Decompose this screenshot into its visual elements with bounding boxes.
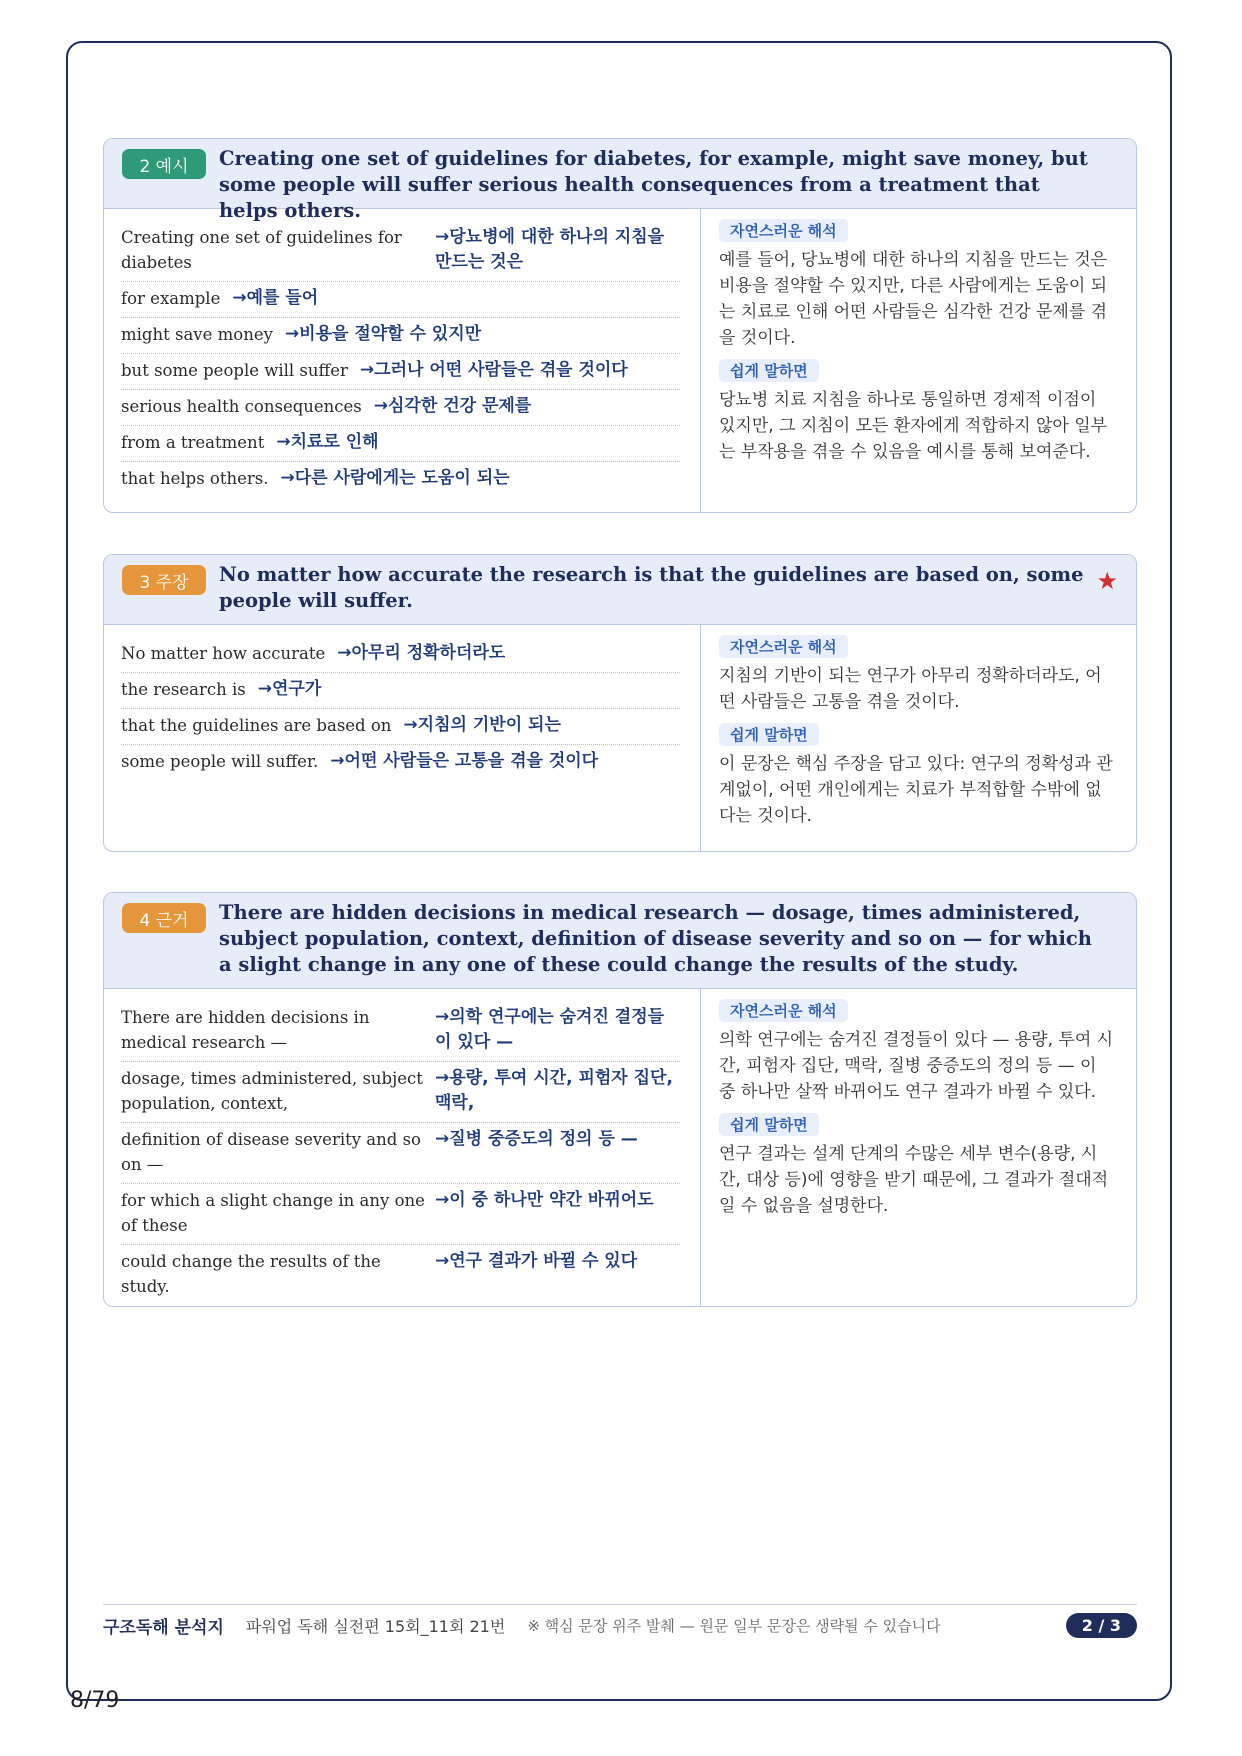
chunk-korean: →심각한 건강 문제를: [373, 396, 532, 416]
chunk-korean: →다른 사람에게는 도움이 되는: [280, 468, 510, 488]
chunk-row: [121, 709, 680, 745]
translation-panel: [701, 625, 1136, 851]
footer-source: 파워업 독해 실전편 15회_11회 21번: [245, 1616, 506, 1636]
badge-claim: 3 주장: [122, 565, 206, 595]
chunk-korean: →치료로 인해: [276, 432, 379, 452]
star-icon: ★: [1096, 567, 1118, 595]
chunk-row: [121, 1245, 680, 1305]
chunk-english: that helps others.: [121, 469, 269, 488]
badge-evidence: 4 근거: [122, 903, 206, 933]
natural-translation-label: 자연스러운 해석: [719, 999, 848, 1022]
sentence-card-4: [103, 892, 1137, 1307]
document-page-counter: 8/79: [70, 1688, 120, 1713]
chunk-english: could change the results of the study.: [121, 1252, 381, 1296]
chunk-english: but some people will suffer: [121, 361, 348, 380]
chunk-korean: →예를 들어: [232, 288, 319, 308]
sentence-card-2: [103, 138, 1137, 513]
translation-panel: [701, 989, 1136, 1306]
chunk-row: [121, 426, 680, 462]
chunk-korean: →어떤 사람들은 고통을 겪을 것이다: [330, 751, 599, 771]
simple-explanation: 당뇨병 치료 지침을 하나로 통일하면 경제적 이점이 있지만, 그 지침이 모든 환자에게 적합하지 않아 일부는 부작용을 겪을 수 있음을 예시를 통해 보여준다.: [719, 390, 1108, 462]
chunk-row: [121, 318, 680, 354]
sentence-heading: There are hidden decisions in medical research — dosage, times administered, subject population, context, definition of disease severity and so on — for which a slight change in any one of these could change the results of the study.: [219, 901, 1092, 976]
chunk-row: [121, 1184, 680, 1245]
chunk-korean: →지침의 기반이 되는: [403, 715, 561, 735]
chunk-korean: →아무리 정확하더라도: [337, 643, 506, 663]
chunk-row: [121, 745, 680, 780]
chunk-row: [121, 673, 680, 709]
simple-explanation: 이 문장은 핵심 주장을 담고 있다: 연구의 정확성과 관계없이, 어떤 개인에게는 치료가 부적합할 수밖에 없다는 것이다.: [719, 754, 1113, 826]
chunk-english: some people will suffer.: [121, 752, 319, 771]
simple-explanation-label: 쉽게 말하면: [719, 359, 819, 382]
chunk-korean: →연구 결과가 바뀔 수 있다: [435, 1251, 638, 1271]
natural-translation: 예를 들어, 당뇨병에 대한 하나의 지침을 만드는 것은 비용을 절약할 수 있지만, 다른 사람에게는 도움이 되는 치료로 인해 어떤 사람들은 심각한 건강 문제를 겪을 것이다.: [719, 250, 1108, 348]
chunk-row: [121, 354, 680, 390]
chunk-korean: →의학 연구에는 숨겨진 결정들이 있다 —: [435, 1007, 665, 1052]
chunk-english: dosage, times administered, subject population, context,: [121, 1069, 423, 1113]
chunk-row: [121, 1123, 680, 1184]
natural-translation-label: 자연스러운 해석: [719, 635, 848, 658]
chunk-english: that the guidelines are based on: [121, 716, 392, 735]
badge-example: 2 예시: [122, 149, 206, 179]
chunk-english: No matter how accurate: [121, 644, 326, 663]
chunk-english: for example: [121, 289, 221, 308]
natural-translation-label: 자연스러운 해석: [719, 219, 848, 242]
chunk-row: [121, 221, 680, 282]
chunk-list: [104, 209, 701, 512]
chunk-korean: →그러나 어떤 사람들은 겪을 것이다: [359, 360, 628, 380]
chunk-row: [121, 282, 680, 318]
footer-note: ※ 핵심 문장 위주 발췌 — 원문 일부 문장은 생략될 수 있습니다: [527, 1616, 941, 1635]
chunk-korean: →이 중 하나만 약간 바뀌어도: [435, 1190, 654, 1210]
chunk-english: Creating one set of guidelines for diabetes: [121, 228, 402, 272]
chunk-row: [121, 1062, 680, 1123]
card-header: [104, 893, 1136, 989]
chunk-row: [121, 390, 680, 426]
footer-brand: 구조독해 분석지: [103, 1617, 224, 1638]
chunk-english: from a treatment: [121, 433, 265, 452]
simple-explanation-label: 쉽게 말하면: [719, 723, 819, 746]
chunk-korean: →용량, 투여 시간, 피험자 집단, 맥락,: [435, 1068, 673, 1113]
chunk-row: [121, 1001, 680, 1062]
simple-explanation-label: 쉽게 말하면: [719, 1113, 819, 1136]
chunk-english: There are hidden decisions in medical research —: [121, 1008, 370, 1052]
chunk-list: [104, 625, 701, 851]
card-header: [104, 139, 1136, 222]
chunk-row: [121, 637, 680, 673]
chunk-korean: →연구가: [257, 679, 322, 699]
sentence-heading: Creating one set of guidelines for diabetes, for example, might save money, but some people will suffer serious health consequences from a treatment that helps others.: [219, 147, 1088, 222]
simple-explanation: 연구 결과는 설계 단계의 수많은 세부 변수(용량, 시간, 대상 등)에 영향을 받기 때문에, 그 결과가 절대적일 수 없음을 설명한다.: [719, 1144, 1109, 1216]
page-footer: [103, 1604, 1137, 1645]
chunk-english: definition of disease severity and so on —: [121, 1130, 421, 1174]
card-header: [104, 555, 1136, 625]
chunk-list: [104, 989, 701, 1306]
chunk-korean: →질병 중증도의 정의 등 —: [435, 1129, 638, 1149]
sentence-heading: No matter how accurate the research is that the guidelines are based on, some people will suffer.: [219, 563, 1084, 612]
chunk-english: the research is: [121, 680, 246, 699]
chunk-english: might save money: [121, 325, 273, 344]
page-indicator: 2 / 3: [1066, 1613, 1137, 1638]
translation-panel: [701, 209, 1136, 512]
chunk-korean: →비용을 절약할 수 있지만: [284, 324, 482, 344]
natural-translation: 의학 연구에는 숨겨진 결정들이 있다 — 용량, 투여 시간, 피험자 집단, 맥락, 질병 중증도의 정의 등 — 이 중 하나만 살짝 바뀌어도 연구 결과가 바뀔 수 있다.: [719, 1030, 1114, 1102]
sentence-card-3: [103, 554, 1137, 852]
natural-translation: 지침의 기반이 되는 연구가 아무리 정확하더라도, 어떤 사람들은 고통을 겪을 것이다.: [719, 666, 1102, 712]
chunk-korean: →당뇨병에 대한 하나의 지침을 만드는 것은: [435, 227, 665, 272]
chunk-row: [121, 462, 680, 497]
chunk-english: serious health consequences: [121, 397, 362, 416]
chunk-english: for which a slight change in any one of these: [121, 1191, 425, 1235]
